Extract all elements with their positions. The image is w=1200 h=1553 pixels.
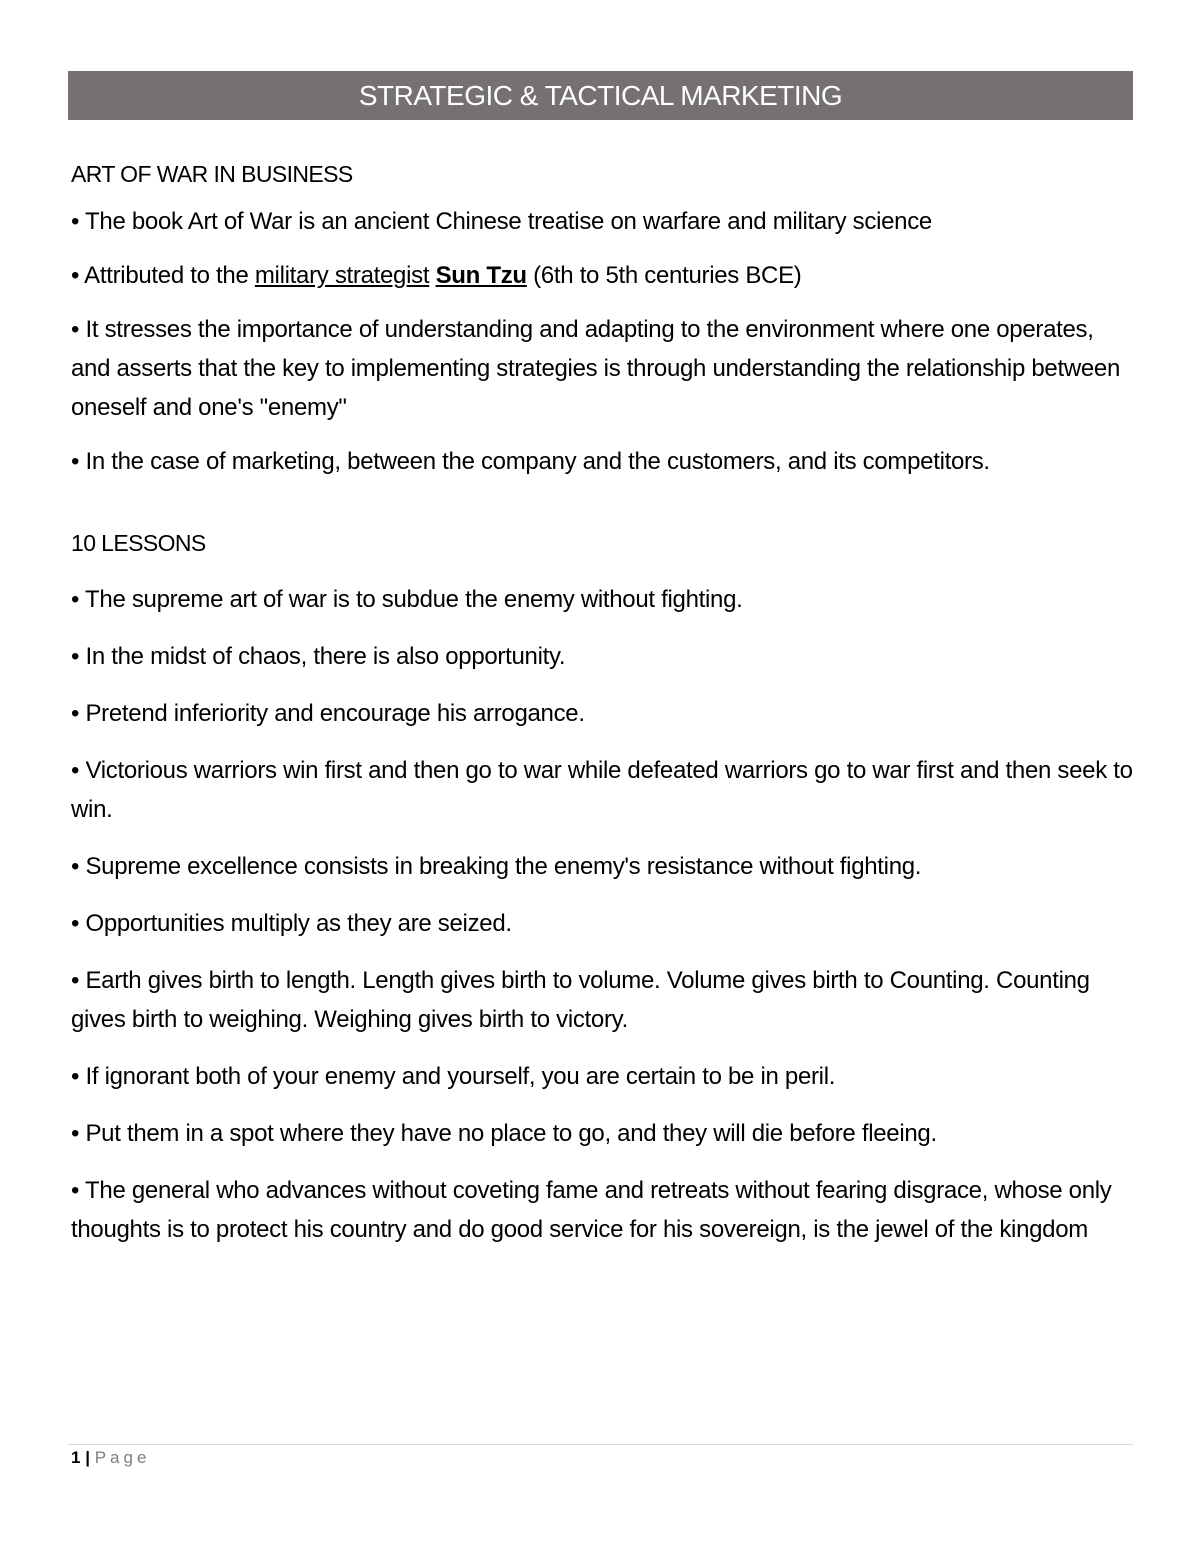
bullet-attributed (71, 256, 1133, 295)
section-heading-lessons: 10 LESSONS (71, 530, 206, 556)
title-banner (68, 71, 1133, 120)
bullet-attributed-suffix: (6th to 5th centuries BCE) (526, 262, 802, 289)
page-footer (71, 1446, 150, 1470)
lesson-item: • Earth gives birth to length. Length gives birth to volume. Volume gives birth to Counting. Counting gives birth to weighing. Weighing gives birth to victory. (71, 967, 1090, 1033)
section-heading-art-of-war: ART OF WAR IN BUSINESS (71, 161, 353, 187)
bullet-environment: • It stresses the importance of understanding and adapting to the environment where one operates, and asserts that the key to implementing strategies is through understanding the relationship between oneself and one's "enemy" (71, 316, 1121, 421)
lesson-item: • Put them in a spot where they have no place to go, and they will die before fleeing. (71, 1120, 937, 1147)
lesson-item: • The supreme art of war is to subdue the enemy without fighting. (71, 586, 743, 613)
lesson-item: • If ignorant both of your enemy and yourself, you are certain to be in peril. (71, 1063, 836, 1090)
bullet-attributed-prefix: • Attributed to the (71, 262, 255, 289)
lesson-item: • Victorious warriors win first and then go to war while defeated warriors go to war first and then seek to win. (71, 757, 1133, 823)
lesson-item: • Opportunities multiply as they are seized. (71, 910, 512, 937)
bullet-marketing-case: • In the case of marketing, between the company and the customers, and its competitors. (71, 448, 990, 475)
lesson-item: • The general who advances without coveting fame and retreats without fearing disgrace, whose only thoughts is to protect his country and do good service for his sovereign, is the jewel of the kingdom (71, 1177, 1112, 1243)
document-body (71, 158, 1133, 1249)
lesson-item: • Pretend inferiority and encourage his arrogance. (71, 700, 585, 727)
page-number: 1 (71, 1448, 81, 1467)
document-title: STRATEGIC & TACTICAL MARKETING (358, 79, 843, 111)
bullet-art-of-war-book: • The book Art of War is an ancient Chinese treatise on warfare and military science (71, 208, 932, 235)
page-label: Page (94, 1448, 151, 1467)
lesson-item: • Supreme excellence consists in breaking the enemy's resistance without fighting. (71, 853, 922, 880)
sun-tzu-link[interactable]: Sun Tzu (435, 262, 527, 289)
footer-divider (68, 1444, 1133, 1445)
footer-separator: | (85, 1448, 90, 1467)
lesson-item: • In the midst of chaos, there is also opportunity. (71, 643, 566, 670)
military-strategist-link[interactable]: military strategist (254, 262, 430, 289)
lessons-list (71, 580, 1133, 1249)
